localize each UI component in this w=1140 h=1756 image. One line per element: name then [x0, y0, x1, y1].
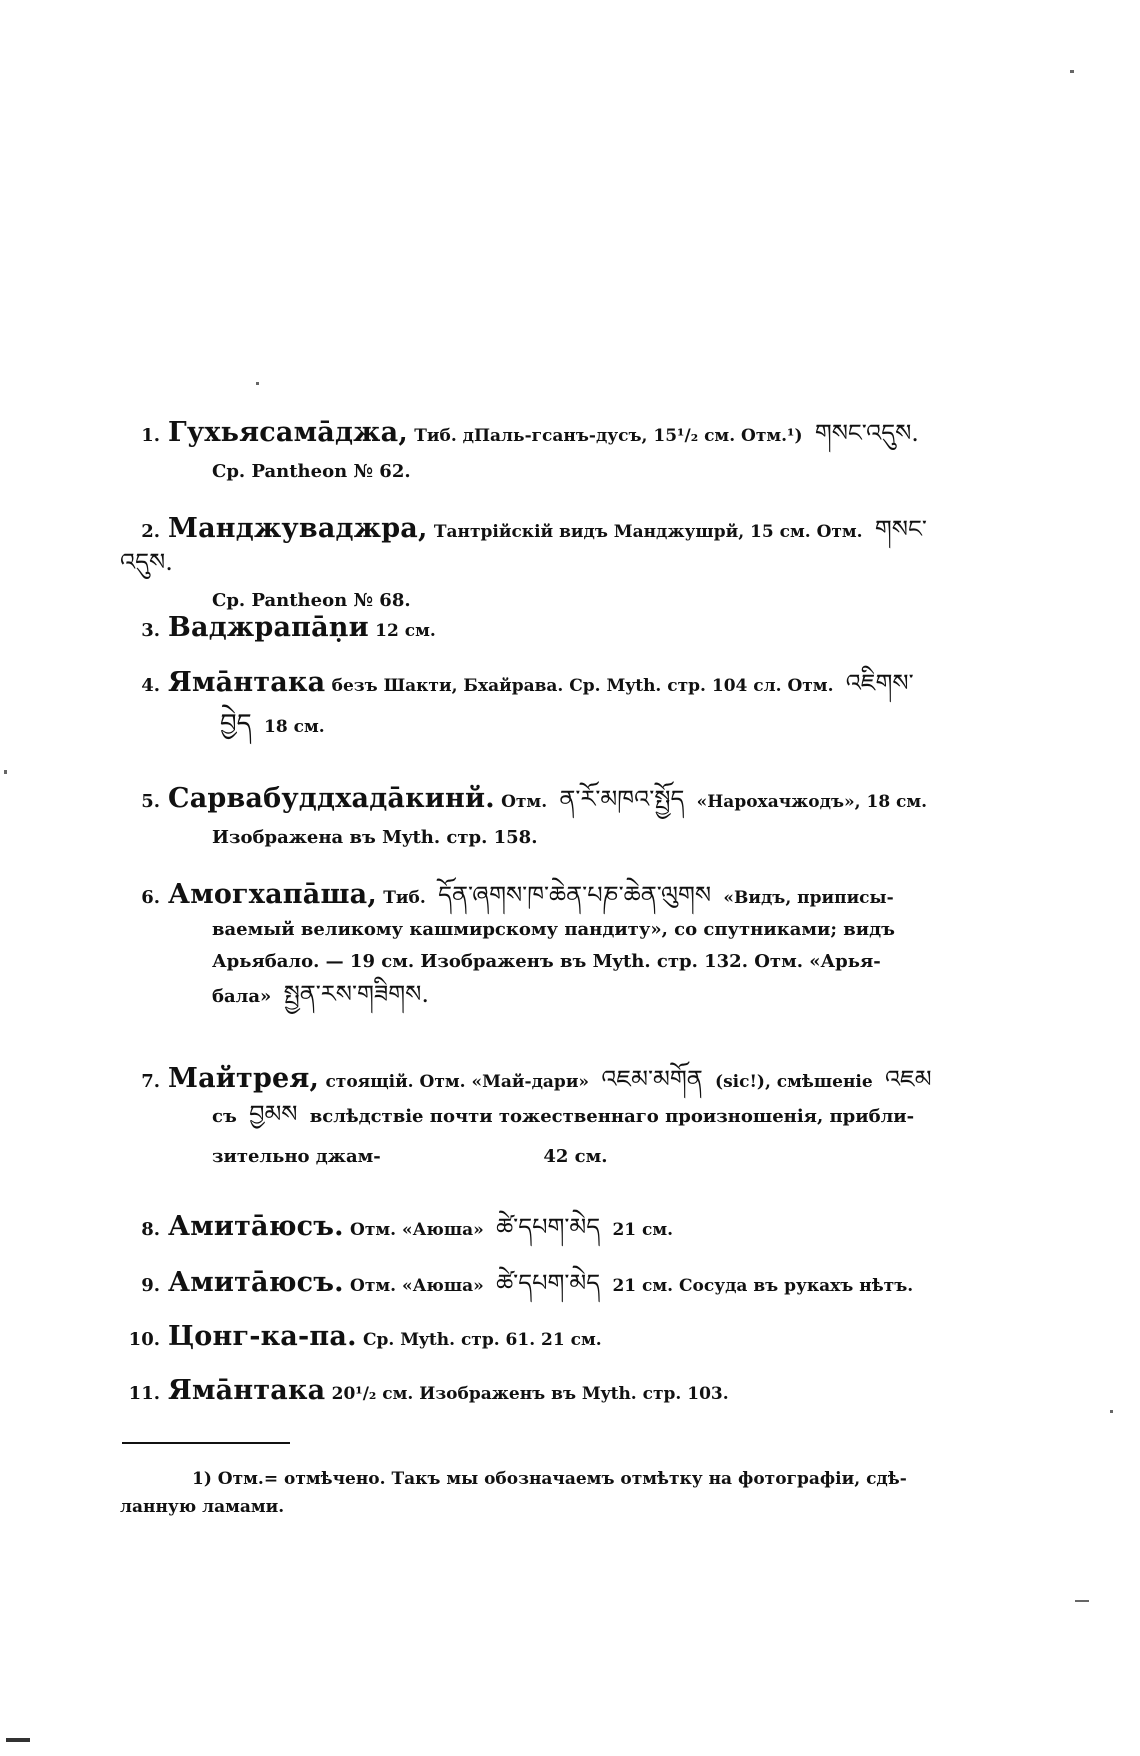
entry-number: 3.: [141, 620, 160, 641]
entry-name: Ямāнтака: [168, 1375, 326, 1406]
entry-number: 6.: [141, 887, 160, 908]
entry-6: [120, 880, 940, 1012]
footnote-line: ланную ламами.: [120, 1497, 285, 1517]
entry-continuation: Изображена въ Myth. стр. 158.: [212, 827, 538, 848]
entry-continuation: вслѣдствіе почти тожественнаго произношенія, прибли-: [309, 1106, 915, 1127]
entry-name: Сарвабуддхадāкинй.: [168, 783, 495, 814]
entry-number: 5.: [141, 791, 160, 812]
entry-name: Амитāюсъ.: [168, 1211, 344, 1242]
entry-description: Ср. Myth. стр. 61. 21 см.: [362, 1330, 602, 1350]
tibetan-text: དོན་ཞགས་ཁ་ཆེན་པཎ་ཆེན་ལུགས: [438, 881, 712, 909]
tibetan-text: བྱེད: [220, 709, 252, 739]
entry-continuation: ваемый великому кашмирскому пандиту», со спутниками; видъ: [212, 919, 895, 940]
entry-continuation: 18 см.: [264, 717, 325, 737]
entry-2: [120, 514, 940, 616]
tibetan-text: ཚེ་དཔག་མེད: [496, 1269, 601, 1297]
entry-name: Ямāнтака: [168, 667, 326, 698]
scan-speck: [1070, 70, 1074, 73]
entry-8: [120, 1212, 940, 1245]
entry-1: [120, 418, 940, 487]
entry-10: [120, 1322, 940, 1355]
tibetan-text: ཚེ་དཔག་མེད: [496, 1213, 601, 1241]
scan-speck: [6, 1738, 30, 1742]
entry-name: Амогхапāша,: [168, 879, 377, 910]
entry-3: [120, 613, 940, 646]
entry-number: 11.: [128, 1383, 160, 1404]
entry-name: Цонг-ка-па.: [168, 1321, 357, 1352]
entry-number: 1.: [141, 425, 160, 446]
tibetan-text: སྤྱན་རས་གཟིགས.: [283, 980, 429, 1008]
entry-number: 9.: [141, 1275, 160, 1296]
entry-description: Отм. «Аюша»: [350, 1276, 484, 1296]
entry-name: Гухьясамāджа,: [168, 417, 408, 448]
scan-speck: [4, 770, 7, 774]
entry-description: Отм. «Аюша»: [350, 1220, 484, 1240]
footnote-divider: [122, 1442, 290, 1444]
scan-speck: [1075, 1600, 1089, 1602]
entry-name: Манджуваджра,: [168, 513, 428, 544]
entry-continuation: Ср. Pantheon № 62.: [212, 461, 411, 482]
entry-9: [120, 1268, 940, 1301]
entry-name: Амитāюсъ.: [168, 1267, 344, 1298]
tibetan-text: འཇམ་མགོན: [601, 1065, 703, 1093]
tibetan-text: བྱམས: [249, 1100, 298, 1128]
entry-name: Ваджрапāṇи: [168, 612, 369, 643]
entry-continuation: бала»: [212, 986, 272, 1007]
entry-description: «Нарохачжодъ», 18 см.: [696, 792, 928, 812]
scan-speck: [256, 382, 259, 385]
tibetan-text: གསང་འདུས.: [814, 419, 919, 447]
entry-number: 7.: [141, 1071, 160, 1092]
scan-speck: [1110, 1410, 1113, 1413]
entry-description: «Видъ, приписы-: [723, 888, 894, 908]
entry-number: 4.: [141, 675, 160, 696]
entry-description: (sic!), смѣшеніе: [715, 1072, 873, 1092]
entry-description: 20¹/₂ см. Изображенъ въ Myth. стр. 103.: [331, 1384, 729, 1404]
entry-7: [120, 1064, 940, 1172]
entry-5: [120, 784, 940, 853]
entry-continuation: съ: [212, 1106, 237, 1127]
tibetan-text: གསང་འདུས.: [120, 515, 927, 576]
entry-description: стоящій. Отм. «Май-дари»: [325, 1072, 590, 1092]
entry-description: безъ Шакти, Бхайрава. Ср. Myth. стр. 104 сл. Отм.: [331, 676, 834, 696]
entry-name: Майтрея,: [168, 1063, 320, 1094]
entry-description: 21 см.: [612, 1220, 674, 1240]
entry-description: 12 см.: [375, 621, 436, 641]
entry-continuation: зительно джам-: [212, 1146, 381, 1167]
entry-description: 21 см. Сосуда въ рукахъ нѣтъ.: [612, 1276, 914, 1296]
entry-11: [120, 1376, 940, 1409]
entry-description: Отм.: [501, 792, 548, 812]
footnote-line: 1) Отм.= отмѣчено. Такъ мы обозначаемъ отмѣтку на фотографіи, сдѣ-: [192, 1469, 907, 1489]
entry-number: 2.: [141, 521, 160, 542]
entry-description: Тантрійскій видъ Манджушрй, 15 см. Отм.: [433, 522, 863, 542]
entry-4: [120, 668, 940, 742]
entry-continuation: Ср. Pantheon № 68.: [212, 590, 411, 611]
tibetan-text: འཇིགས་: [845, 669, 914, 697]
entry-continuation: Арьябало. — 19 см. Изображенъ въ Myth. стр. 132. Отм. «Арья-: [212, 951, 881, 972]
entry-description: Тиб. дПаль-гсанъ-дусъ, 15¹/₂ см. Отм.¹): [414, 426, 803, 446]
footnote: [120, 1465, 940, 1521]
entry-continuation: 42 см.: [543, 1146, 608, 1167]
entry-number: 10.: [128, 1329, 160, 1350]
entry-number: 8.: [141, 1219, 160, 1240]
tibetan-text: ན་རོ་མཁའ་སྤྱོད: [559, 785, 685, 813]
entry-description: Тиб.: [383, 888, 426, 908]
tibetan-text: འཇམ: [884, 1065, 932, 1093]
